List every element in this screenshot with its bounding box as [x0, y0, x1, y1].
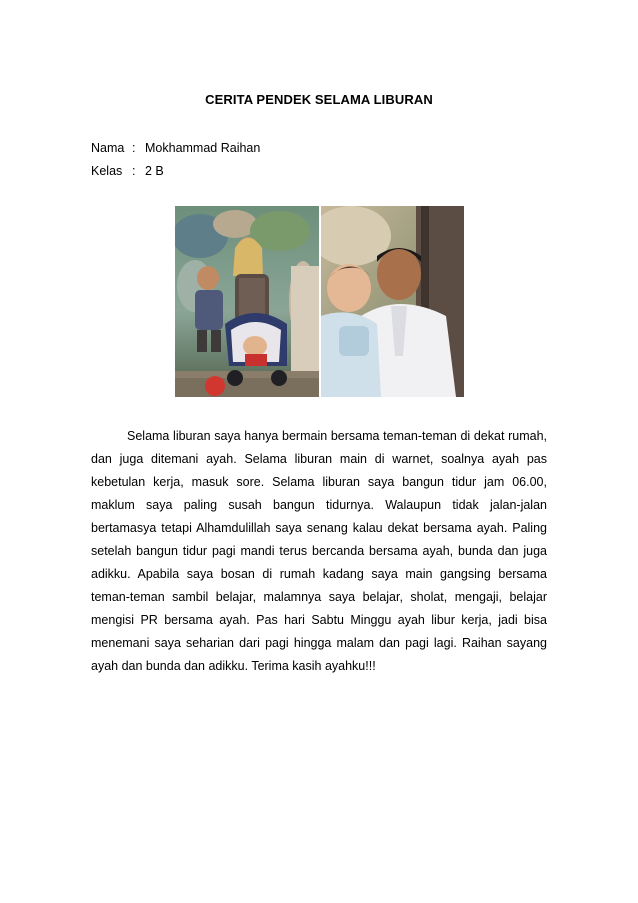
family-photo-left	[175, 206, 319, 397]
info-label: Kelas	[91, 164, 123, 178]
family-photo-right	[321, 206, 464, 397]
info-value-kelas: 2 B	[145, 164, 164, 178]
info-row-nama	[91, 141, 260, 155]
page-title: CERITA PENDEK SELAMA LIBURAN	[205, 92, 433, 107]
family-photo-right-image	[321, 206, 464, 397]
info-label: Nama	[91, 141, 125, 155]
family-photo-left-image	[175, 206, 319, 397]
info-row-kelas	[91, 164, 164, 178]
info-value-nama: Mokhammad Raihan	[145, 141, 261, 155]
photo-strip	[175, 206, 464, 397]
info-separator: :	[132, 141, 136, 155]
info-separator: :	[132, 164, 136, 178]
story-paragraph: Selama liburan saya hanya bermain bersama teman-teman di dekat rumah, dan juga ditemani ayah. Selama liburan main di warnet, soalnya ayah pas kebetulan kerja, masuk sore. Selama liburan saya bangun tidur jam 06.00, maklum saya paling susah bangun tidurnya. Walaupun tidak jalan-jalan bertamasya tetapi Alhamdulillah saya senang kalau dekat bersama ayah. Paling setelah bangun tidur pagi mandi terus bercanda bersama ayah, bunda dan juga adikku. Apabila saya bosan di rumah kadang saya main gangsing bersama teman-teman sambil belajar, malamnya saya belajar, sholat, mengaji, belajar mengisi PR bersama ayah. Pas hari Sabtu Minggu ayah libur kerja, jadi bisa menemani saya seharian dari pagi hingga malam dan pagi lagi. Raihan sayang ayah dan bunda dan adikku. Terima kasih ayahku!!!	[91, 429, 547, 673]
